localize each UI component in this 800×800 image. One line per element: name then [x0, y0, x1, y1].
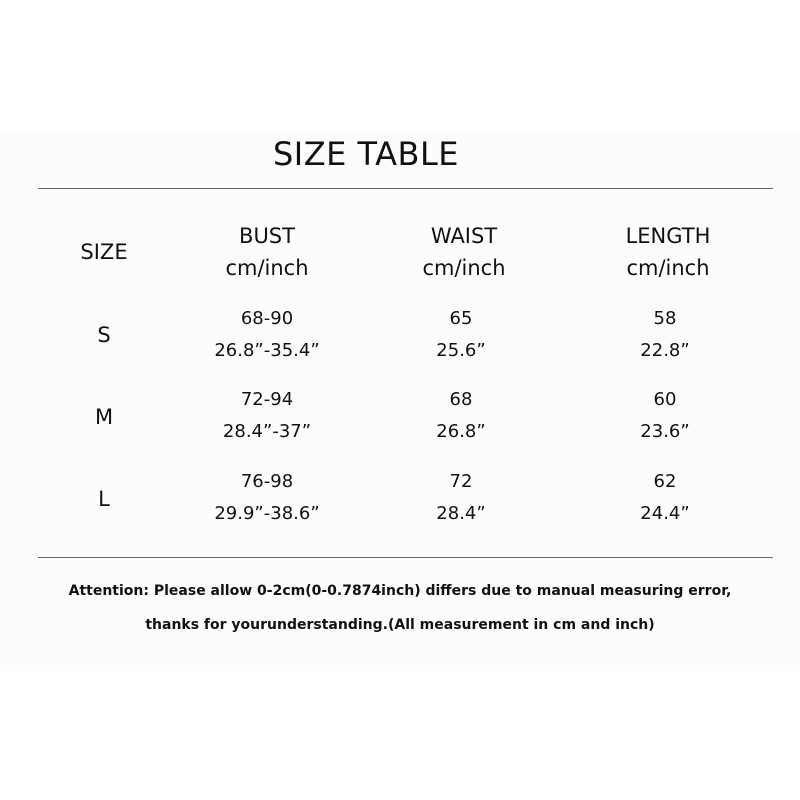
length-l-cm: 62 — [653, 471, 677, 492]
waist-m-cm: 68 — [449, 389, 473, 410]
length-l-inch: 24.4” — [640, 503, 690, 524]
length-s-inch: 22.8” — [640, 340, 690, 361]
header-length-unit: cm/inch — [626, 256, 710, 280]
size-s: S — [97, 323, 111, 347]
header-size: SIZE — [80, 240, 128, 264]
waist-m-inch: 26.8” — [436, 421, 486, 442]
header-bust: BUST — [239, 224, 295, 248]
length-m-inch: 23.6” — [640, 421, 690, 442]
waist-l-cm: 72 — [449, 471, 473, 492]
waist-s-inch: 25.6” — [436, 340, 486, 361]
attention-note: Attention: Please allow 0-2cm(0-0.7874inch) differs due to manual measuring error, — [68, 583, 732, 599]
header-waist-unit: cm/inch — [422, 256, 506, 280]
bust-l-inch: 29.9”-38.6” — [214, 503, 320, 524]
header-waist: WAIST — [430, 224, 498, 248]
header-bust-unit: cm/inch — [225, 256, 309, 280]
page-title: SIZE TABLE — [272, 135, 459, 173]
bust-s-cm: 68-90 — [240, 308, 294, 329]
length-m-cm: 60 — [653, 389, 677, 410]
waist-l-inch: 28.4” — [436, 503, 486, 524]
header-length: LENGTH — [625, 224, 711, 248]
top-divider — [38, 188, 773, 189]
bust-s-inch: 26.8”-35.4” — [214, 340, 320, 361]
measurement-note: thanks for yourunderstanding.(All measurement in cm and inch) — [145, 617, 655, 633]
size-l: L — [98, 487, 110, 511]
bust-m-cm: 72-94 — [240, 389, 294, 410]
size-m: M — [94, 405, 114, 429]
bust-l-cm: 76-98 — [240, 471, 294, 492]
bust-m-inch: 28.4”-37” — [222, 421, 312, 442]
bottom-divider — [38, 557, 773, 558]
waist-s-cm: 65 — [449, 308, 473, 329]
length-s-cm: 58 — [653, 308, 677, 329]
